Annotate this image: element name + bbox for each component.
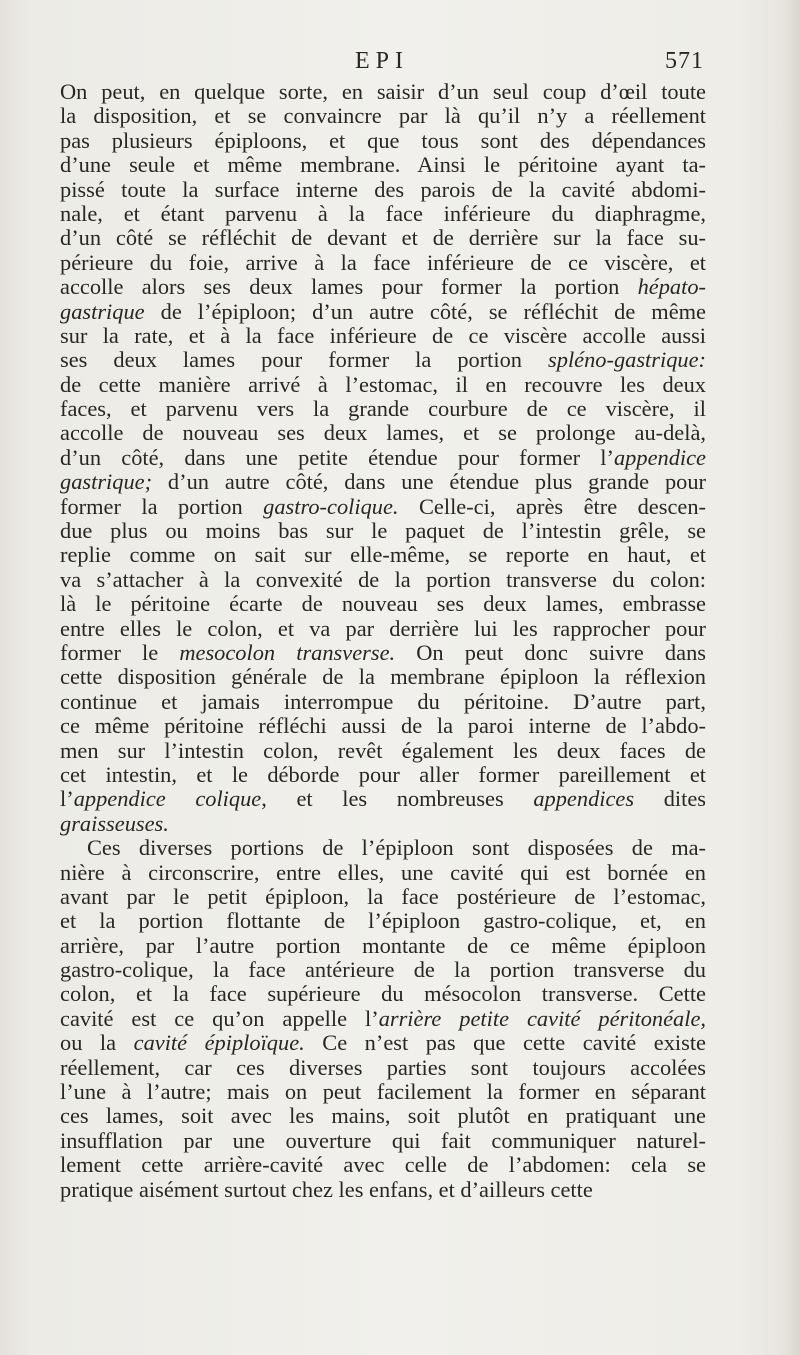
text-line — [60, 1153, 706, 1177]
text-segment: d’un côté, dans une petite étendue pour former l’ — [60, 445, 614, 470]
text-line — [60, 909, 706, 933]
text-line — [60, 300, 706, 324]
italic-text: spléno-gastrique: — [548, 348, 706, 373]
text-line — [60, 202, 706, 226]
text-segment: gastro-colique, la face antérieure de la portion transverse du — [60, 958, 706, 983]
text-segment: Celle-ci, après être descen- — [398, 494, 706, 519]
text-line — [60, 641, 706, 665]
italic-text: appendice colique — [73, 787, 262, 812]
text-segment: Ces diverses portions de l’épiploon sont disposées de ma- — [87, 836, 706, 861]
text-line — [60, 1104, 706, 1128]
text-segment: former la portion — [60, 494, 264, 519]
text-segment: d’une seule et même membrane. Ainsi le péritoine ayant ta- — [60, 153, 706, 178]
text-segment: d’un autre côté, dans une étendue plus grande pour — [152, 470, 706, 495]
text-segment: former le — [60, 640, 180, 665]
text-segment: ce même péritoine réfléchi aussi de la paroi interne de l’abdo- — [60, 714, 706, 739]
text-line — [60, 373, 706, 397]
text-line — [60, 1031, 706, 1055]
italic-text: appendice — [613, 445, 706, 470]
text-segment: arrière, par l’autre portion montante de ce même épiploon — [60, 933, 706, 958]
text-segment: la disposition, et se convaincre par là qu’il n’y a réellement — [60, 104, 706, 129]
text-segment: pratique aisément surtout chez les enfans, et d’ailleurs cette — [60, 1177, 593, 1202]
text-segment: de cette manière arrivé à l’estomac, il en recouvre les deux — [60, 372, 706, 397]
italic-text: gastrique; — [60, 470, 153, 495]
text-line — [60, 1080, 706, 1104]
text-segment: continue et jamais interrompue du péritoine. D’autre part, — [60, 689, 706, 714]
text-segment: nière à circonscrire, entre elles, une cavité qui est bornée en — [60, 860, 706, 885]
text-line — [60, 519, 706, 543]
text-line — [60, 470, 706, 494]
page-number: 571 — [665, 48, 704, 74]
text-line — [60, 397, 706, 421]
text-line — [60, 1007, 706, 1031]
text-segment: cavité est ce qu’on appelle l’ — [60, 1006, 379, 1031]
text-line — [60, 104, 706, 128]
text-line — [60, 763, 706, 787]
text-line — [60, 275, 706, 299]
text-line — [60, 934, 706, 958]
body-text — [60, 80, 706, 1202]
text-line — [60, 885, 706, 909]
text-line — [60, 348, 706, 372]
text-segment: due plus ou moins bas sur le paquet de l’intestin grêle, se — [60, 519, 706, 544]
text-segment: colon, et la face supérieure du mésocolon transverse. Cette — [60, 982, 706, 1007]
text-segment: insufflation par une ouverture qui fait communiquer naturel- — [60, 1128, 706, 1153]
running-head: EPI — [355, 48, 409, 74]
text-segment: ou la — [60, 1031, 134, 1056]
text-segment: Ce n’est pas que cette cavité existe — [304, 1031, 706, 1056]
italic-text: appendices — [533, 787, 635, 812]
text-line — [60, 812, 706, 836]
text-line — [60, 690, 706, 714]
text-line — [60, 592, 706, 616]
text-line — [60, 958, 706, 982]
text-segment: pissé toute la surface interne des parois de la cavité abdomi- — [60, 177, 706, 202]
text-line — [60, 495, 706, 519]
text-segment: sur la rate, et à la face inférieure de ce viscère accolle aussi — [60, 323, 706, 348]
page-edge-shadow — [782, 0, 800, 1355]
text-line — [60, 178, 706, 202]
text-line — [60, 226, 706, 250]
italic-text: cavité épiploïque. — [133, 1031, 305, 1056]
text-segment: de l’épiploon; d’un autre côté, se réfléchit de même — [144, 299, 706, 324]
text-segment: entre elles le colon, et va par derrière lui les rapprocher pour — [60, 616, 706, 641]
paragraph — [60, 80, 706, 836]
text-line — [60, 568, 706, 592]
text-segment: men sur l’intestin colon, revêt également les deux faces de — [60, 738, 706, 763]
text-line — [60, 836, 706, 860]
text-segment: ces lames, soit avec les mains, soit plutôt en pratiquant une — [60, 1104, 706, 1129]
text-segment: accolle alors ses deux lames pour former la portion — [60, 275, 638, 300]
text-line — [60, 324, 706, 348]
text-line — [60, 787, 706, 811]
text-line — [60, 665, 706, 689]
italic-text: hépato- — [637, 275, 706, 300]
text-line — [60, 861, 706, 885]
text-line — [60, 714, 706, 738]
text-segment: d’un côté se réfléchit de devant et de derrière sur la face su- — [60, 226, 706, 251]
paragraph — [60, 836, 706, 1202]
text-segment: On peut donc suivre dans — [395, 640, 706, 665]
text-segment: pas plusieurs épiploons, et que tous sont des dépendances — [60, 128, 706, 153]
text-line — [60, 421, 706, 445]
text-segment: lement cette arrière-cavité avec celle de l’abdomen: cela se — [60, 1153, 706, 1178]
text-segment: accolle de nouveau ses deux lames, et se prolonge au-delà, — [60, 421, 706, 446]
page-header — [60, 48, 704, 82]
text-line — [60, 617, 706, 641]
text-line — [60, 739, 706, 763]
text-line — [60, 1056, 706, 1080]
text-line — [60, 80, 706, 104]
text-line — [60, 982, 706, 1006]
text-segment: l’ — [60, 787, 74, 812]
text-line — [60, 153, 706, 177]
text-segment: nale, et étant parvenu à la face inférieure du diaphragme, — [60, 201, 706, 226]
text-line — [60, 1129, 706, 1153]
text-segment: replie comme on sait sur elle-même, se reporte en haut, et — [60, 543, 706, 568]
italic-text: gastrique — [60, 299, 145, 324]
text-segment: va s’attacher à la convexité de la portion transverse du colon: — [60, 567, 706, 592]
text-segment: et la portion flottante de l’épiploon gastro-colique, et, en — [60, 909, 706, 934]
italic-text: arrière petite cavité péritonéale, — [378, 1006, 706, 1031]
text-segment: cet intestin, et le déborde pour aller former pareillement et — [60, 762, 706, 787]
text-segment: périeure du foie, arrive à la face inférieure de ce viscère, et — [60, 250, 706, 275]
text-segment: cette disposition générale de la membrane épiploon la réflexion — [60, 665, 706, 690]
text-segment: avant par le petit épiploon, la face postérieure de l’estomac, — [60, 884, 706, 909]
italic-text: gastro-colique. — [263, 494, 399, 519]
text-segment: là le péritoine écarte de nouveau ses deux lames, embrasse — [60, 592, 706, 617]
text-line — [60, 251, 706, 275]
text-segment: l’une à l’autre; mais on peut facilement la former en séparant — [60, 1080, 706, 1105]
text-segment: On peut, en quelque sorte, en saisir d’un seul coup d’œil toute — [60, 80, 706, 104]
text-segment: , et les nombreuses — [261, 787, 534, 812]
text-line — [60, 129, 706, 153]
text-line — [60, 543, 706, 567]
italic-text: graisseuses. — [60, 811, 169, 836]
text-line — [60, 446, 706, 470]
text-segment: ses deux lames pour former la portion — [60, 348, 549, 373]
text-segment: faces, et parvenu vers la grande courbure de ce viscère, il — [60, 397, 706, 422]
text-line — [60, 1178, 706, 1202]
text-segment: dites — [634, 787, 706, 812]
text-segment: réellement, car ces diverses parties sont toujours accolées — [60, 1055, 706, 1080]
italic-text: mesocolon transverse. — [179, 640, 396, 665]
